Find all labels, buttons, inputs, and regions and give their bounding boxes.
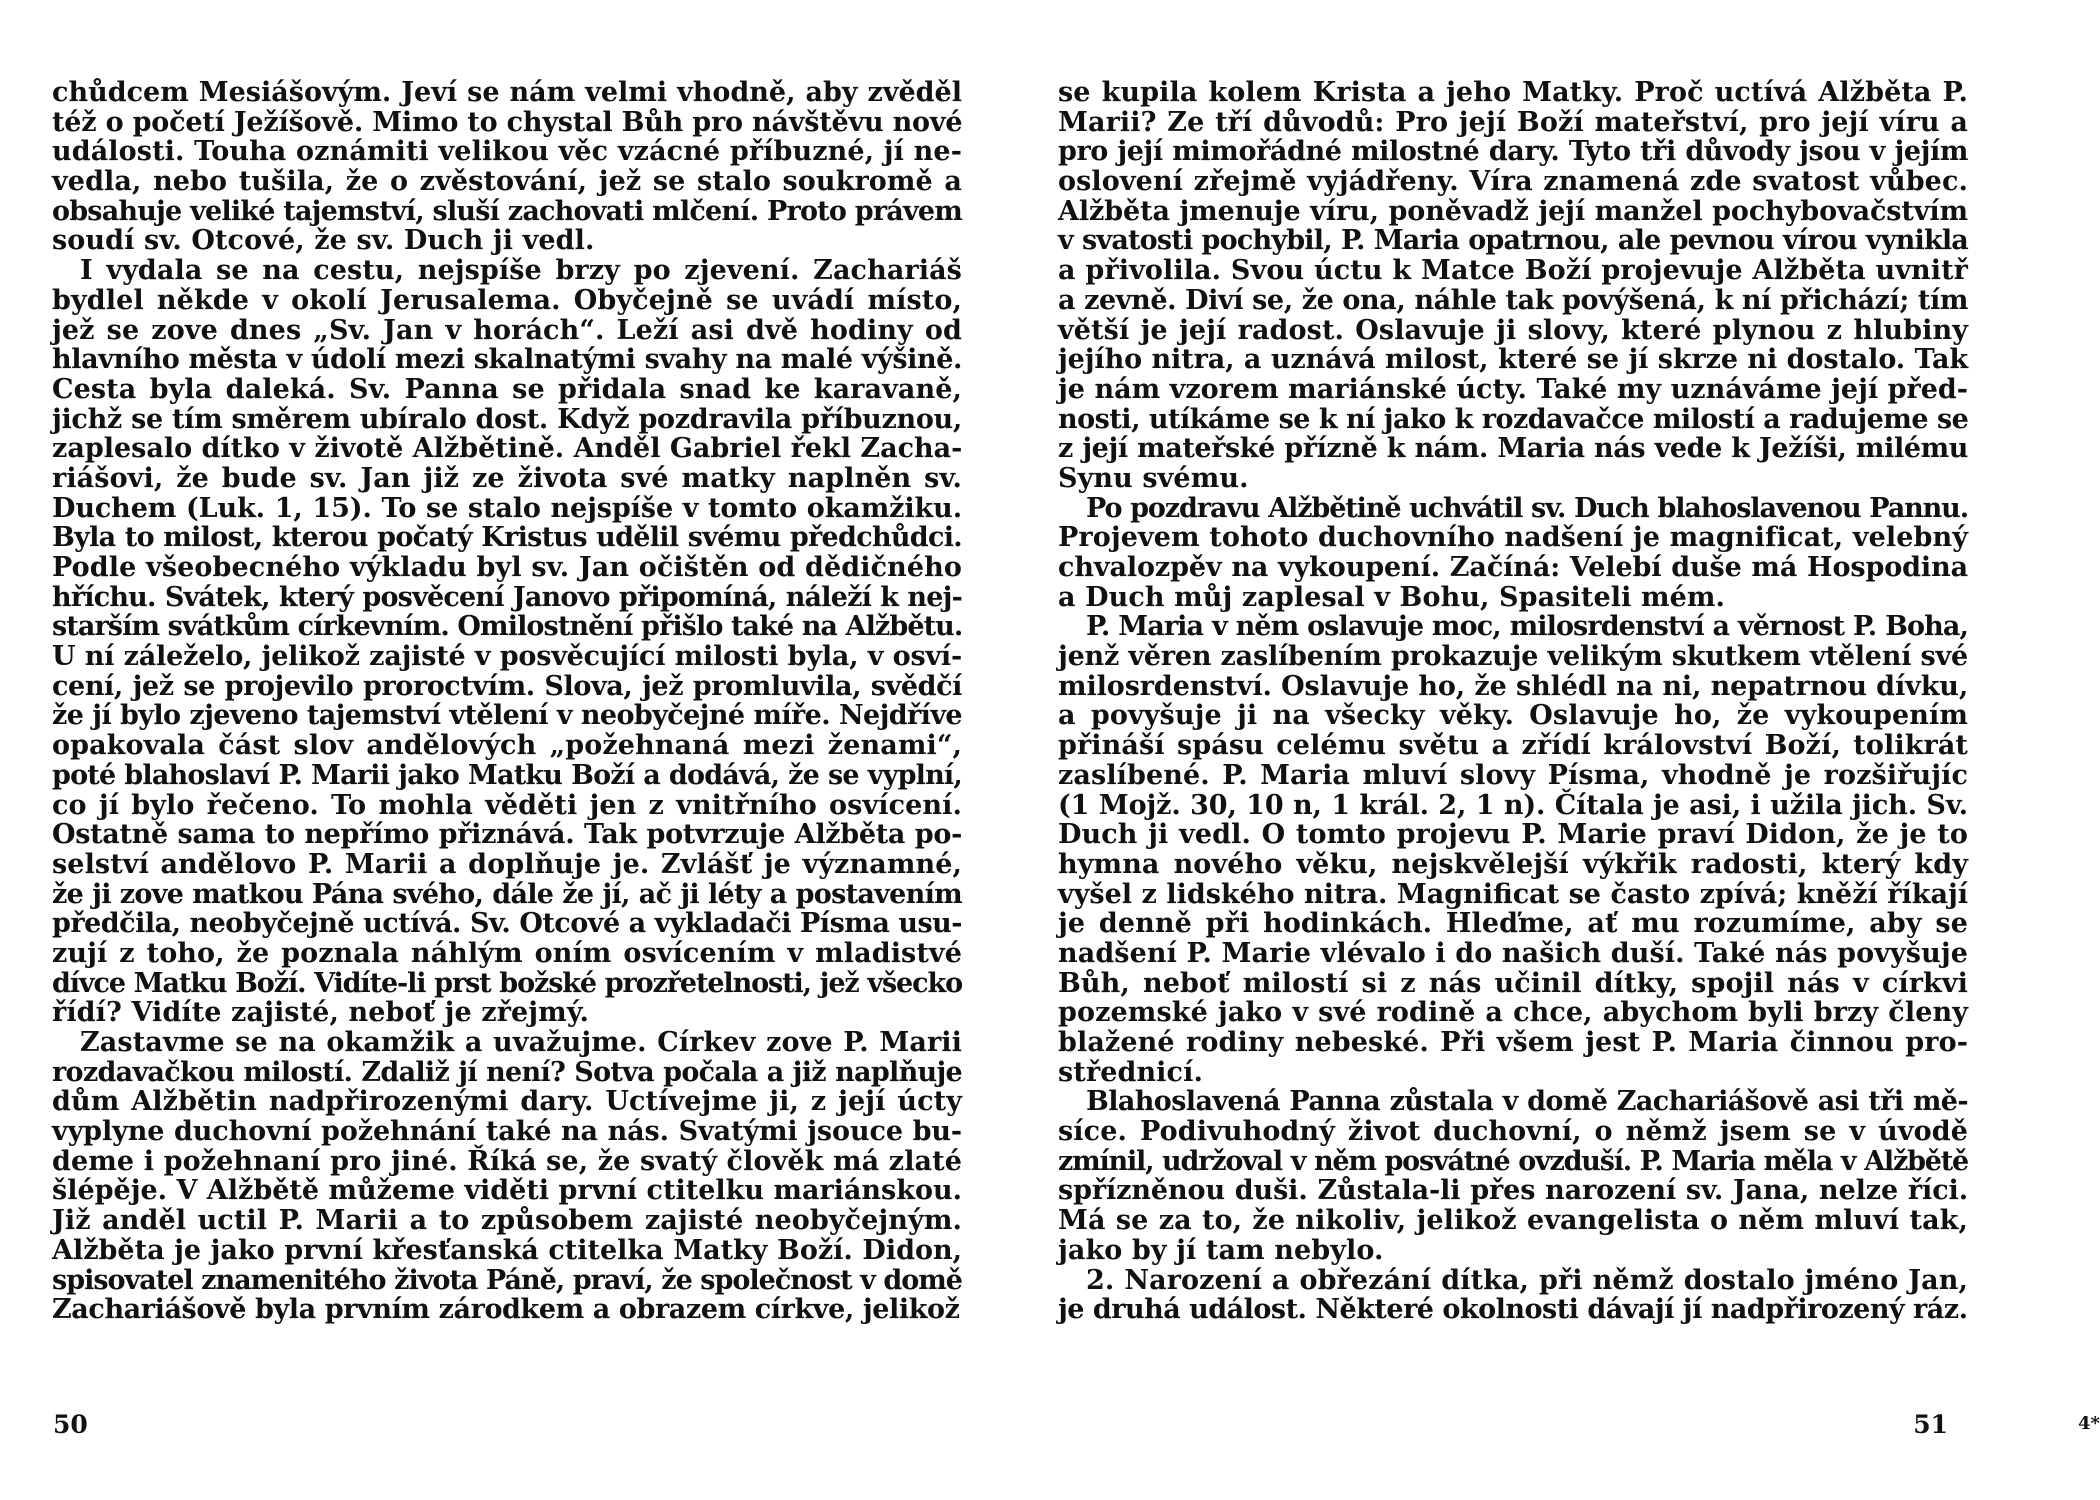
text-line: spřízněnou duši. Zůstala-li přes narození sv. Jana, nelze říci. [1058, 1175, 1968, 1207]
text-line: hlavního města v údolí mezi skalnatými svahy na malé výšině. [52, 344, 962, 376]
text-line: a Duch můj zaplesal v Bohu, Spasiteli mém. [1058, 581, 1726, 613]
text-line: Zachariášově byla prvním zárodkem a obrazem církve, jelikož [52, 1294, 960, 1326]
text-line: (1 Mojž. 30, 10 n, 1 král. 2, 1 n). Čítala je asi, i užila jich. Sv. [1058, 789, 1968, 821]
text-line: pozemské jako v své rodině a chce, abychom byli brzy členy [1058, 997, 1968, 1029]
text-line: P. Maria v něm oslavuje moc, milosrdenství a věrnost P. Boha, [1086, 611, 1968, 643]
text-line: U ní záleželo, jelikož zajisté v posvěcující milosti byla, v osví- [52, 641, 962, 673]
text-line: nosti, utíkáme se k ní jako k rozdavačce milostí a radujeme se [1058, 403, 1969, 435]
text-line: Byla to milost, kterou počatý Kristus udělil svému předchůdci. [52, 522, 962, 554]
text-line: síce. Podivuhodný život duchovní, o němž jsem se v úvodě [1058, 1116, 1968, 1148]
text-line: milosrdenství. Oslavuje ho, že shlédl na ni, nepatrnou dívku, [1058, 670, 1969, 702]
text-line: v svatosti pochybil, P. Maria opatrnou, ale pevnou vírou vynikla [1058, 225, 1968, 257]
text-line: vedla, nebo tušila, že o zvěstování, jež se stalo soukromě a [52, 166, 962, 198]
text-line: se kupila kolem Krista a jeho Matky. Proč uctívá Alžběta P. [1058, 77, 1968, 108]
text-line: Duchem (Luk. 1, 15). To se stalo nejspíše v tomto okamžiku. [52, 492, 962, 524]
text-line: větší je její radost. Oslavuje ji slovy, které plynou z hlubiny [1058, 314, 1968, 346]
text-line: zmínil, udržoval v něm posvátné ovzduší. P. Maria měla v Alžbětě [1058, 1145, 1968, 1177]
text-line: soudí sv. Otcové, že sv. Duch ji vedl. [52, 225, 595, 257]
text-line: opakovala část slov andělových „požehnaná mezi ženami“, [52, 730, 962, 762]
text-line: cení, jež se projevilo proroctvím. Slova, jež promluvila, svědčí [52, 670, 962, 702]
text-line: bydlel někde v okolí Jerusalema. Obyčejně se uvádí místo, [52, 284, 962, 316]
text-line: vyšel z lidského nitra. Magnificat se často zpívá; kněží říkají [1058, 878, 1968, 910]
text-line: Projevem tohoto duchovního nadšení je magnificat, velebný [1058, 522, 1968, 554]
text-line: oslovení zřejmě vyjádřeny. Víra znamená zde svatost vůbec. [1058, 166, 1968, 198]
text-line: jichž se tím směrem ubíralo dost. Když pozdravila příbuznou, [52, 403, 962, 435]
text-line: obsahuje veliké tajemství, sluší zachovati mlčení. Proto právem [52, 195, 962, 227]
text-line: a povyšuje ji na všecky věky. Oslavuje ho, že vykoupením [1058, 700, 1968, 732]
text-line: je druhá událost. Některé okolnosti dávají jí nadpřirozený ráz. [1058, 1294, 1968, 1326]
text-line: Po pozdravu Alžbětině uchvátil sv. Duch blahoslavenou Pannu. [1086, 492, 1968, 524]
text-line: z její mateřské přízně k nám. Maria nás vede k Ježíši, milému [1058, 433, 1968, 465]
text-line: Synu svému. [1058, 462, 1249, 494]
page-number-left: 50 [53, 1410, 88, 1439]
text-line: dům Alžbětin nadpřirozenými dary. Uctívejme ji, z její úcty [52, 1086, 962, 1118]
text-line: předčila, neobyčejně uctívá. Sv. Otcové a vykladači Písma usu- [52, 908, 962, 940]
text-line: 2. Narození a obřezání dítka, při němž dostalo jméno Jan, [1086, 1264, 1968, 1296]
page-number-right: 51 [1913, 1410, 1948, 1439]
text-line: spisovatel znamenitého života Páně, praví, že společnost v domě [52, 1264, 962, 1296]
text-line: I vydala se na cestu, nejspíše brzy po zjevení. Zachariáš [80, 255, 962, 287]
text-line: Alžběta je jako první křesťanská ctitelka Matky Boží. Didon, [52, 1234, 962, 1266]
text-line: události. Touha oznámiti velikou věc vzácné příbuzné, jí ne- [52, 136, 962, 168]
text-line: pro její mimořádné milostné dary. Tyto tři důvody jsou v jejím [1058, 136, 1968, 168]
text-line: též o početí Ježíšově. Mimo to chystal Bůh pro návštěvu nové [52, 106, 963, 138]
text-line: jako by jí tam nebylo. [1058, 1234, 1384, 1266]
text-line: vyplyne duchovní požehnání také na nás. Svatými jsouce bu- [52, 1116, 962, 1148]
text-line: Cesta byla daleká. Sv. Panna se přidala snad ke karavaně, [52, 373, 962, 405]
right-text-column [1058, 78, 1968, 1325]
text-line: chvalozpěv na vykoupení. Začíná: Velebí duše má Hospodina [1058, 552, 1968, 583]
text-line: střednicí. [1058, 1056, 1203, 1088]
text-line: dívce Matku Boží. Vidíte-li prst božské prozřetelnosti, jež všecko [52, 967, 962, 999]
text-line: zaslíbené. P. Maria mluví slovy Písma, vhodně je rozšiřujíc [1058, 759, 1968, 791]
text-line: Ostatně sama to nepřímo přiznává. Tak potvrzuje Alžběta po- [52, 819, 962, 851]
text-line: a přivolila. Svou úctu k Matce Boží projevuje Alžběta uvnitř [1058, 255, 1968, 287]
text-line: rozdavačkou milostí. Zdaliž jí není? Sotva počala a již naplňuje [52, 1056, 962, 1088]
text-line: riášovi, že bude sv. Jan již ze života své matky naplněn sv. [52, 462, 962, 494]
text-line: nadšení P. Marie vlévalo i do našich duší. Také nás povyšuje [1058, 937, 1968, 969]
left-text-column [52, 78, 962, 1325]
text-line: a zevně. Diví se, že ona, náhle tak povýšená, k ní přichází; tím [1058, 284, 1968, 316]
text-line: Má se za to, že nikoliv, jelikož evangelista o něm mluví tak, [1058, 1205, 1968, 1237]
text-line: starším svátkům církevním. Omilostnění přišlo také na Alžbětu. [52, 611, 963, 643]
text-line: je nám vzorem mariánské úcty. Také my uznáváme její před- [1058, 373, 1968, 405]
text-line: zují z toho, že poznala náhlým oním osvícením v mladistvé [52, 937, 962, 969]
text-line: Bůh, neboť milostí si z nás učinil dítky, spojil nás v církvi [1058, 967, 1968, 999]
text-line: deme i požehnaní pro jiné. Říká se, že svatý člověk má zlaté [52, 1145, 962, 1177]
text-line: zaplesalo dítko v životě Alžbětině. Anděl Gabriel řekl Zacha- [52, 433, 963, 465]
text-line: jenž věren zaslíbením prokazuje velikým skutkem vtělení své [1058, 641, 1968, 673]
text-line: Zastavme se na okamžik a uvažujme. Církev zove P. Marii [80, 1027, 962, 1058]
text-line: co jí bylo řečeno. To mohla věděti jen z vnitřního osvícení. [52, 789, 962, 821]
text-line: jež se zove dnes „Sv. Jan v horách“. Leží asi dvě hodiny od [52, 314, 962, 346]
text-line: jejího nitra, a uznává milost, které se jí skrze ni dostalo. Tak [1058, 344, 1968, 376]
signature-mark: 4* [2078, 1413, 2100, 1434]
text-line: Podle všeobecného výkladu byl sv. Jan očištěn od dědičného [52, 552, 962, 583]
text-line: šlépěje. V Alžbětě můžeme viděti první ctitelku mariánskou. [52, 1175, 962, 1207]
text-line: Alžběta jmenuje víru, poněvadž její manžel pochybovačstvím [1058, 195, 1968, 227]
text-line: řídí? Vidíte zajisté, neboť je zřejmý. [52, 997, 590, 1029]
text-line: Blahoslavená Panna zůstala v domě Zachariášově asi tři mě- [1086, 1086, 1968, 1118]
text-line: Marii? Ze tří důvodů: Pro její Boží mateřství, pro její víru a [1058, 106, 1968, 138]
text-line: hříchu. Svátek, který posvěcení Janovo připomíná, náleží k nej- [52, 581, 962, 613]
text-line: selství andělovo P. Marii a doplňuje je. Zvlášť je významné, [52, 848, 962, 880]
text-line: hymna nového věku, nejskvělejší výkřik radosti, který kdy [1058, 848, 1968, 880]
text-line: Duch ji vedl. O tomto projevu P. Marie praví Didon, že je to [1058, 819, 1968, 851]
text-line: poté blahoslaví P. Marii jako Matku Boží a dodává, že se vyplní, [52, 759, 962, 791]
text-line: přináší spásu celému světu a zřídí království Boží, tolikrát [1058, 730, 1968, 762]
left-page [0, 0, 998, 1500]
text-line: je denně při hodinkách. Hleďme, ať mu rozumíme, aby se [1058, 908, 1968, 940]
text-line: blažené rodiny nebeské. Při všem jest P. Maria činnou pro- [1058, 1027, 1968, 1058]
text-line: chůdcem Mesiášovým. Jeví se nám velmi vhodně, aby zvěděl [52, 77, 962, 108]
text-line: že jí bylo zjeveno tajemství vtělení v neobyčejné míře. Nejdříve [52, 700, 962, 732]
text-line: že ji zove matkou Pána svého, dále že jí, ač ji léty a postavením [52, 878, 962, 910]
right-page [998, 0, 2100, 1500]
text-line: Již anděl uctil P. Marii a to způsobem zajisté neobyčejným. [52, 1205, 962, 1237]
